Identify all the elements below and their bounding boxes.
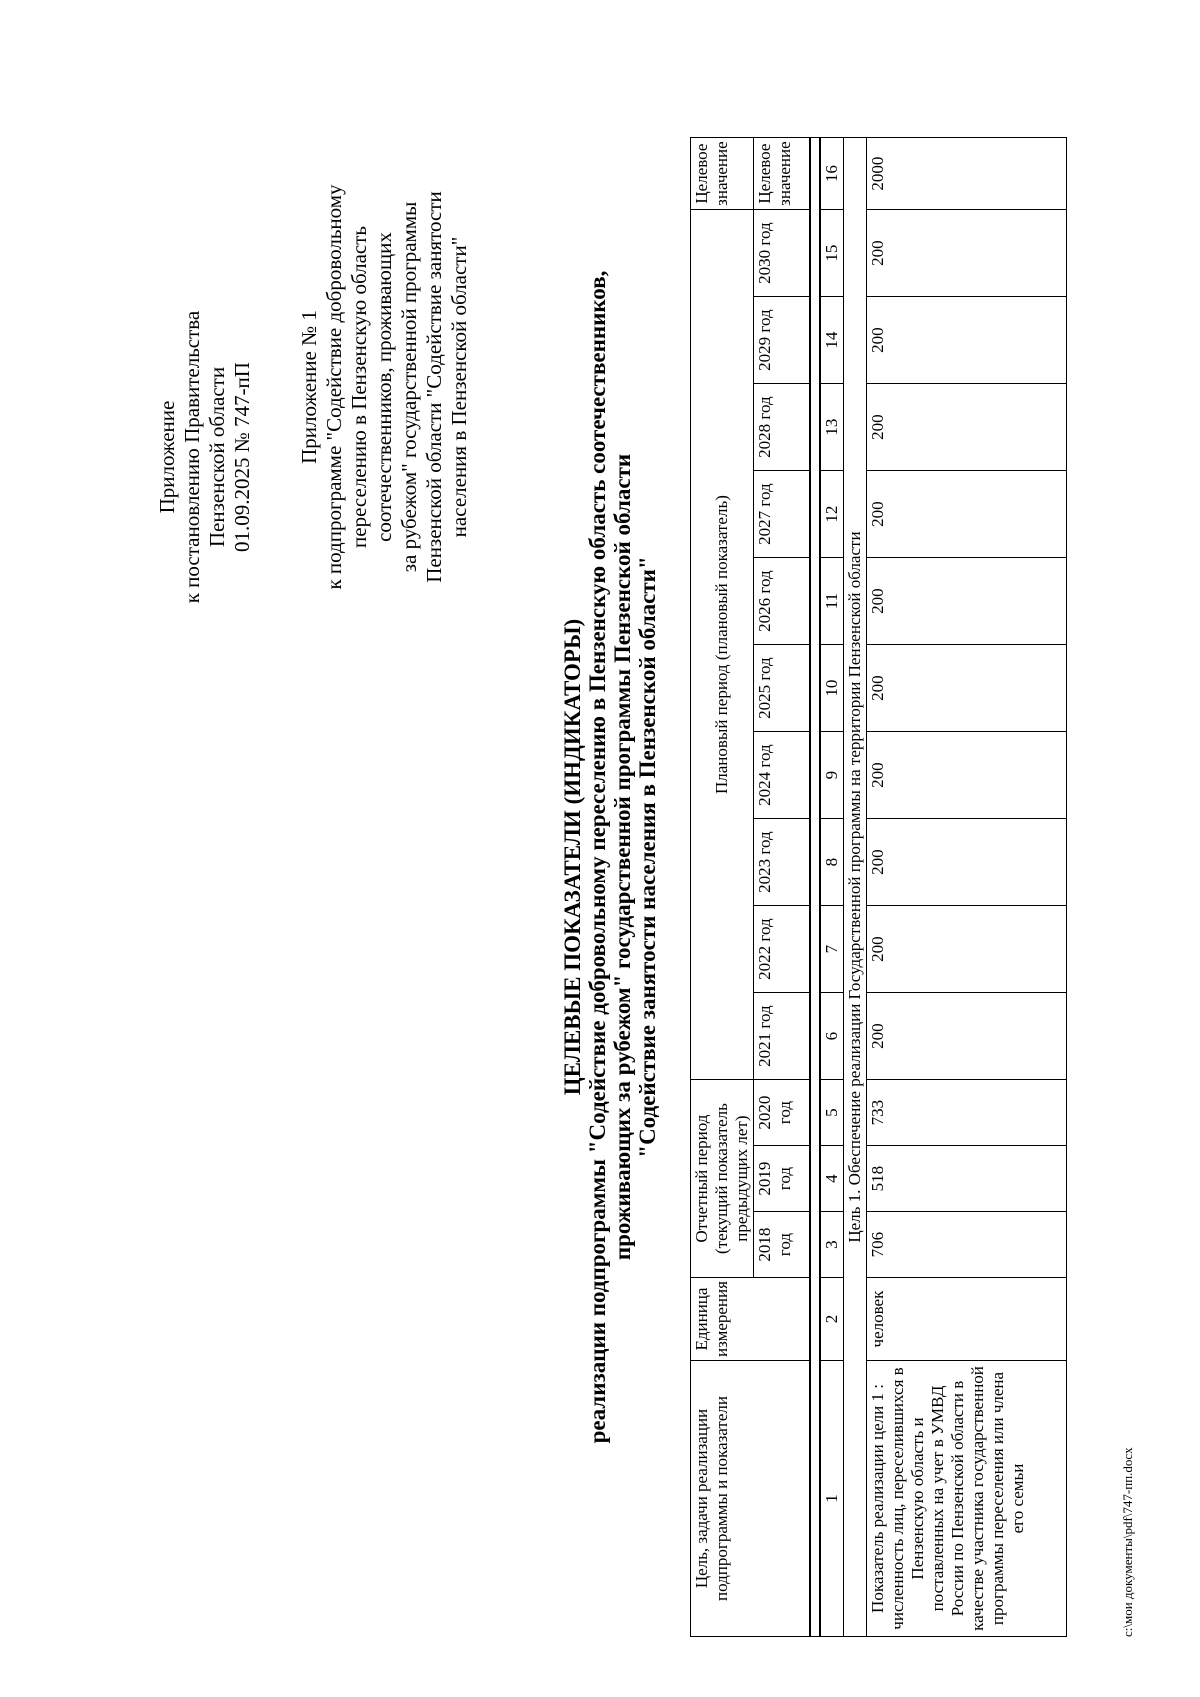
indicator-unit: человек — [866, 1278, 1066, 1361]
header-target-value: Целевое значение — [691, 138, 754, 210]
column-number: 7 — [820, 906, 844, 993]
appendix-line: Приложение № 1 — [297, 310, 321, 464]
indicator-value: 200 — [866, 297, 1066, 384]
column-number: 10 — [820, 645, 844, 732]
column-number: 3 — [820, 1212, 844, 1278]
appendix-line: Пензенской области — [205, 366, 229, 548]
year-header: 2019 год — [754, 1146, 810, 1212]
indicators-table — [690, 137, 1067, 1637]
header-unit: Единица измерения — [691, 1278, 810, 1361]
title-line: реализации подпрограммы "Содействие добровольному переселению в Пензенскую область соотечественников, — [585, 270, 610, 1444]
year-header: 2020 год — [754, 1080, 810, 1146]
appendix-line: соотечественников, проживающих — [372, 232, 396, 542]
appendix-line: к подпрограмме "Содействие добровольному — [322, 184, 346, 590]
header-planned-period: Плановый период (плановый показатель) — [691, 210, 754, 1080]
year-header: 2026 год — [754, 558, 810, 645]
indicator-value: 200 — [866, 384, 1066, 471]
column-number: 13 — [820, 384, 844, 471]
column-number: 9 — [820, 732, 844, 819]
year-header: 2021 год — [754, 993, 810, 1080]
appendix-line: к постановлению Правительства — [180, 310, 204, 604]
table-row — [866, 138, 1066, 1637]
year-header: 2027 год — [754, 471, 810, 558]
title-line: "Содействие занятости населения в Пензенской области" — [635, 556, 660, 1158]
column-number: 2 — [820, 1278, 844, 1361]
column-number: 15 — [820, 210, 844, 297]
appendix-line: населения в Пензенской области" — [447, 236, 471, 538]
column-number: 4 — [820, 1146, 844, 1212]
section-title: Цель 1. Обеспечение реализации Государственной программы на территории Пензенской области — [843, 138, 866, 1637]
target-sub-header: Целевое значение — [754, 138, 810, 210]
column-number: 16 — [820, 138, 844, 210]
year-header: 2029 год — [754, 297, 810, 384]
column-number: 5 — [820, 1080, 844, 1146]
indicator-value: 200 — [866, 819, 1066, 906]
column-number: 6 — [820, 993, 844, 1080]
appendix-line: за рубежом" государственной программы — [397, 201, 421, 573]
year-header: 2030 год — [754, 210, 810, 297]
header-goal: Цель, задачи реализации подпрограммы и показатели — [691, 1361, 810, 1637]
indicator-value: 200 — [866, 471, 1066, 558]
appendix-to-resolution — [155, 247, 255, 667]
title-line: проживающих за рубежом" государственной программы Пензенской области — [610, 453, 635, 1261]
indicator-value: 200 — [866, 993, 1066, 1080]
appendix-resolution-number: 01.09.2025 № 747-пП — [230, 362, 254, 552]
appendix-to-subprogram — [297, 107, 472, 667]
appendix-line: Приложение — [155, 400, 179, 514]
indicator-value: 200 — [866, 558, 1066, 645]
indicator-value: 706 — [866, 1212, 1066, 1278]
column-number: 8 — [820, 819, 844, 906]
column-number: 12 — [820, 471, 844, 558]
title-line: ЦЕЛЕВЫЕ ПОКАЗАТЕЛИ (ИНДИКАТОРЫ) — [560, 618, 585, 1096]
indicator-value: 518 — [866, 1146, 1066, 1212]
indicator-value: 200 — [866, 906, 1066, 993]
year-header: 2028 год — [754, 384, 810, 471]
appendix-line: переселению в Пензенскую область — [347, 226, 371, 548]
header-reporting-period: Отчетный период (текущий показатель предыдущих лет) — [691, 1080, 754, 1278]
year-header: 2023 год — [754, 819, 810, 906]
table-header-row — [691, 138, 754, 1637]
indicator-value: 200 — [866, 210, 1066, 297]
year-header: 2018 год — [754, 1212, 810, 1278]
indicator-name: Показатель реализации цели 1 : численность лиц, переселившихся в Пензенскую область и поставленных на учет в УМВД России по Пензенской области в качестве участника государственной программы переселения или члена его семьи — [866, 1361, 1066, 1637]
column-number: 14 — [820, 297, 844, 384]
appendix-line: Пензенской области "Содействие занятости — [422, 191, 446, 583]
indicator-value: 733 — [866, 1080, 1066, 1146]
column-numbers-row — [820, 138, 844, 1637]
indicator-target-value: 2000 — [866, 138, 1066, 210]
document-title — [560, 77, 660, 1637]
year-header: 2024 год — [754, 732, 810, 819]
indicator-value: 200 — [866, 645, 1066, 732]
section-row — [843, 138, 866, 1637]
column-number: 1 — [820, 1361, 844, 1637]
indicator-value: 200 — [866, 732, 1066, 819]
file-path-footer: c:\мои документы\pdf\747-пп.docx — [1120, 1447, 1135, 1637]
year-header: 2025 год — [754, 645, 810, 732]
year-header: 2022 год — [754, 906, 810, 993]
column-number: 11 — [820, 558, 844, 645]
table-spacer-row — [810, 138, 820, 1637]
